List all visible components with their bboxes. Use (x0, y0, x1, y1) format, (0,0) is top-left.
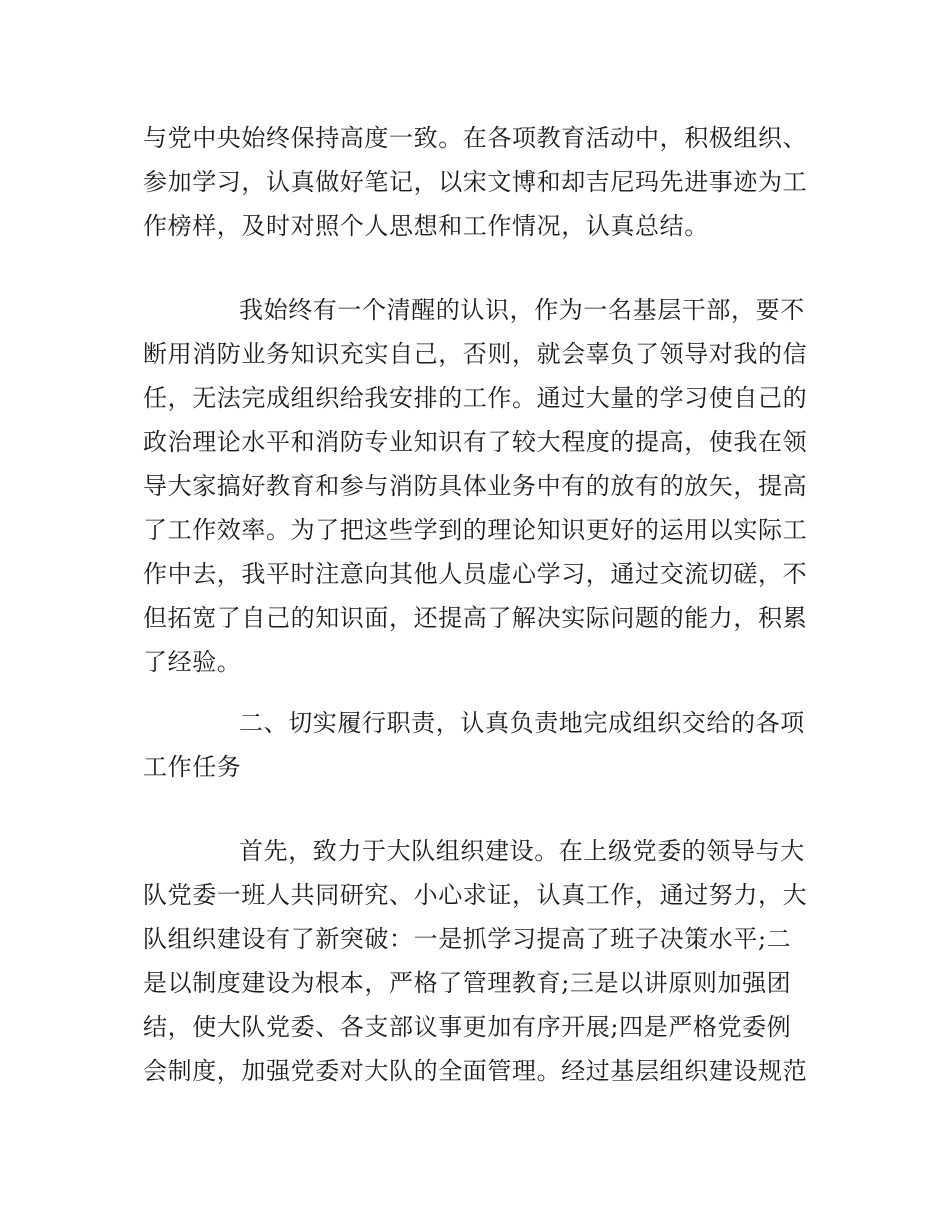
text-line: 与党中央始终保持高度一致。在各项教育活动中，积极组织、 (143, 124, 808, 152)
text-line: 结，使大队党委、各支部议事更加有序开展;四是严格党委例 (143, 1013, 792, 1041)
heading-line: 二、切实履行职责，认真负责地完成组织交给的各项 (239, 709, 805, 737)
text-line: 队党委一班人共同研究、小心求证，认真工作，通过努力，大 (143, 881, 808, 909)
heading-line: 工作任务 (143, 753, 242, 781)
text-line: 了工作效率。为了把这些学到的理论知识更好的运用以实际工 (143, 516, 808, 544)
paragraph-self-study (143, 288, 833, 684)
text-line: 首先，致力于大队组织建设。在上级党委的领导与大 (239, 837, 805, 865)
text-line: 任，无法完成组织给我安排的工作。通过大量的学习使自己的 (143, 384, 808, 412)
paragraph-continuation (143, 116, 833, 248)
text-line: 队组织建设有了新突破：一是抓学习提高了班子决策水平;二 (143, 925, 792, 953)
text-line: 断用消防业务知识充实自己，否则，就会辜负了领导对我的信 (143, 340, 808, 368)
section-heading-2 (143, 701, 833, 789)
text-line: 了经验。 (143, 648, 242, 676)
text-line: 作榜样，及时对照个人思想和工作情况，认真总结。 (143, 212, 709, 240)
text-line: 但拓宽了自己的知识面，还提高了解决实际问题的能力，积累 (143, 604, 808, 632)
paragraph-organization-building (143, 829, 833, 1093)
text-line: 我始终有一个清醒的认识，作为一名基层干部，要不 (239, 296, 805, 324)
text-line: 参加学习，认真做好笔记，以宋文博和却吉尼玛先进事迹为工 (143, 168, 808, 196)
text-line: 作中去，我平时注意向其他人员虚心学习，通过交流切磋，不 (143, 560, 808, 588)
text-line: 政治理论水平和消防专业知识有了较大程度的提高，使我在领 (143, 428, 808, 456)
text-line: 是以制度建设为根本，严格了管理教育;三是以讲原则加强团 (143, 969, 792, 997)
text-line: 导大家搞好教育和参与消防具体业务中有的放有的放矢，提高 (143, 472, 808, 500)
text-line: 会制度，加强党委对大队的全面管理。经过基层组织建设规范 (143, 1057, 808, 1085)
